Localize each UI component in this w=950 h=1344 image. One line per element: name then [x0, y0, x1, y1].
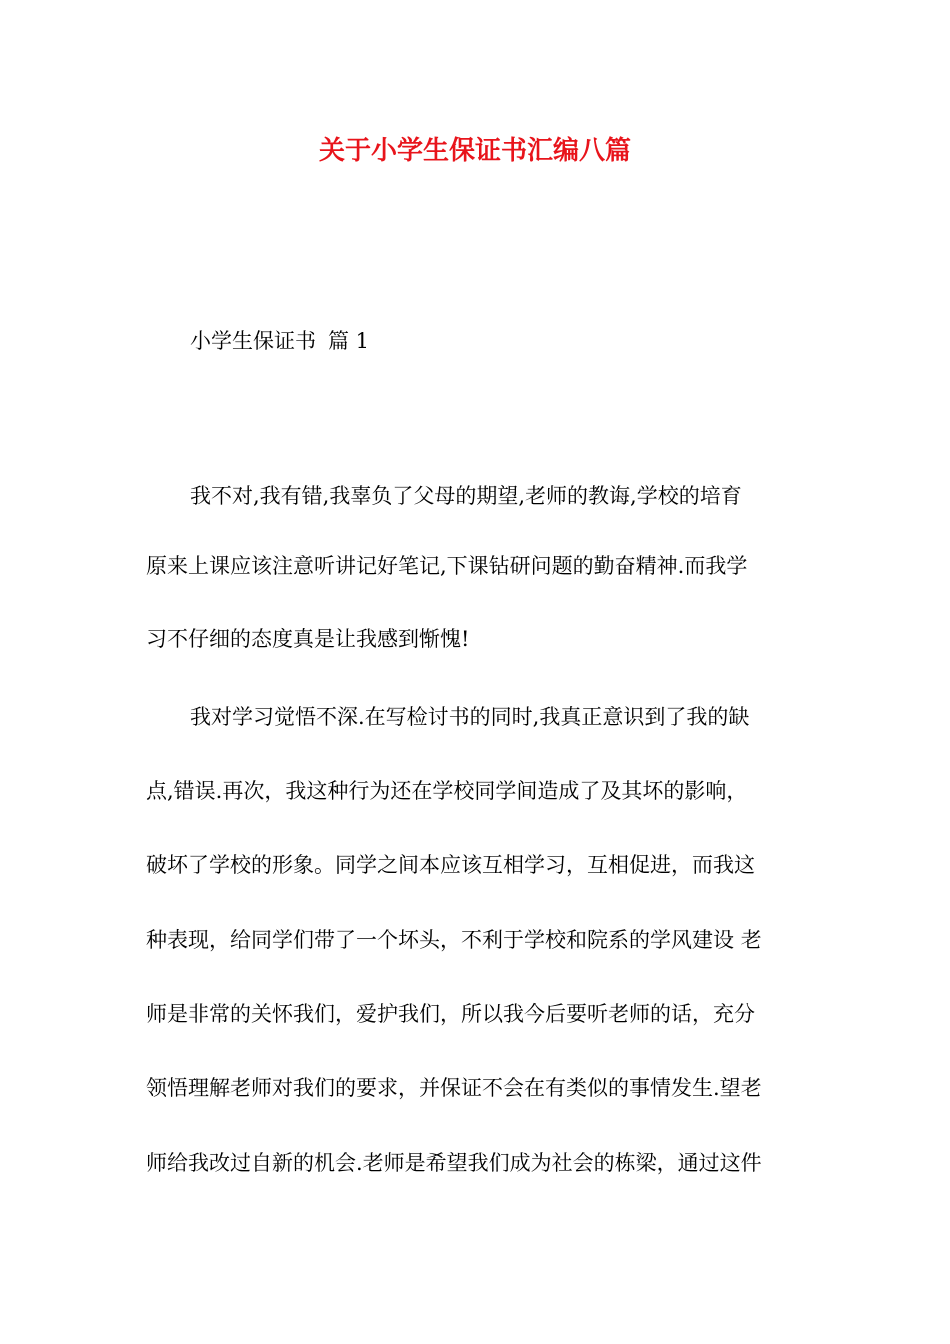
- paragraph-line: 点,错误.再次，我这种行为还在学校同学间造成了及其坏的影响，: [146, 779, 748, 803]
- document-title: 关于小学生保证书汇编八篇: [318, 136, 631, 166]
- paragraph-line: 破坏了学校的形象。同学之间本应该互相学习，互相促进，而我这: [146, 853, 755, 877]
- paragraph-line: 原来上课应该注意听讲记好笔记,下课钻研问题的勤奋精神.而我学: [146, 554, 748, 578]
- section-heading-label: 小学生保证书: [190, 329, 316, 353]
- paragraph-line: 种表现，给同学们带了一个坏头，不利于学校和院系的学风建设 老: [146, 928, 762, 952]
- section-heading: [190, 326, 369, 356]
- paragraph-line: 师是非常的关怀我们，爱护我们，所以我今后要听老师的话，充分: [146, 1002, 755, 1026]
- paragraph-line: 我不对,我有错,我辜负了父母的期望,老师的教诲,学校的培育: [190, 484, 742, 508]
- paragraph-line: 领悟理解老师对我们的要求，并保证不会在有类似的事情发生.望老: [146, 1076, 762, 1100]
- paragraph-line: 我对学习觉悟不深.在写检讨书的同时,我真正意识到了我的缺: [190, 705, 750, 729]
- paragraph-line: 习不仔细的态度真是让我感到惭愧!: [146, 627, 470, 651]
- section-number: 篇 1: [328, 329, 370, 353]
- paragraph-line: 师给我改过自新的机会.老师是希望我们成为社会的栋梁，通过这件: [146, 1151, 762, 1175]
